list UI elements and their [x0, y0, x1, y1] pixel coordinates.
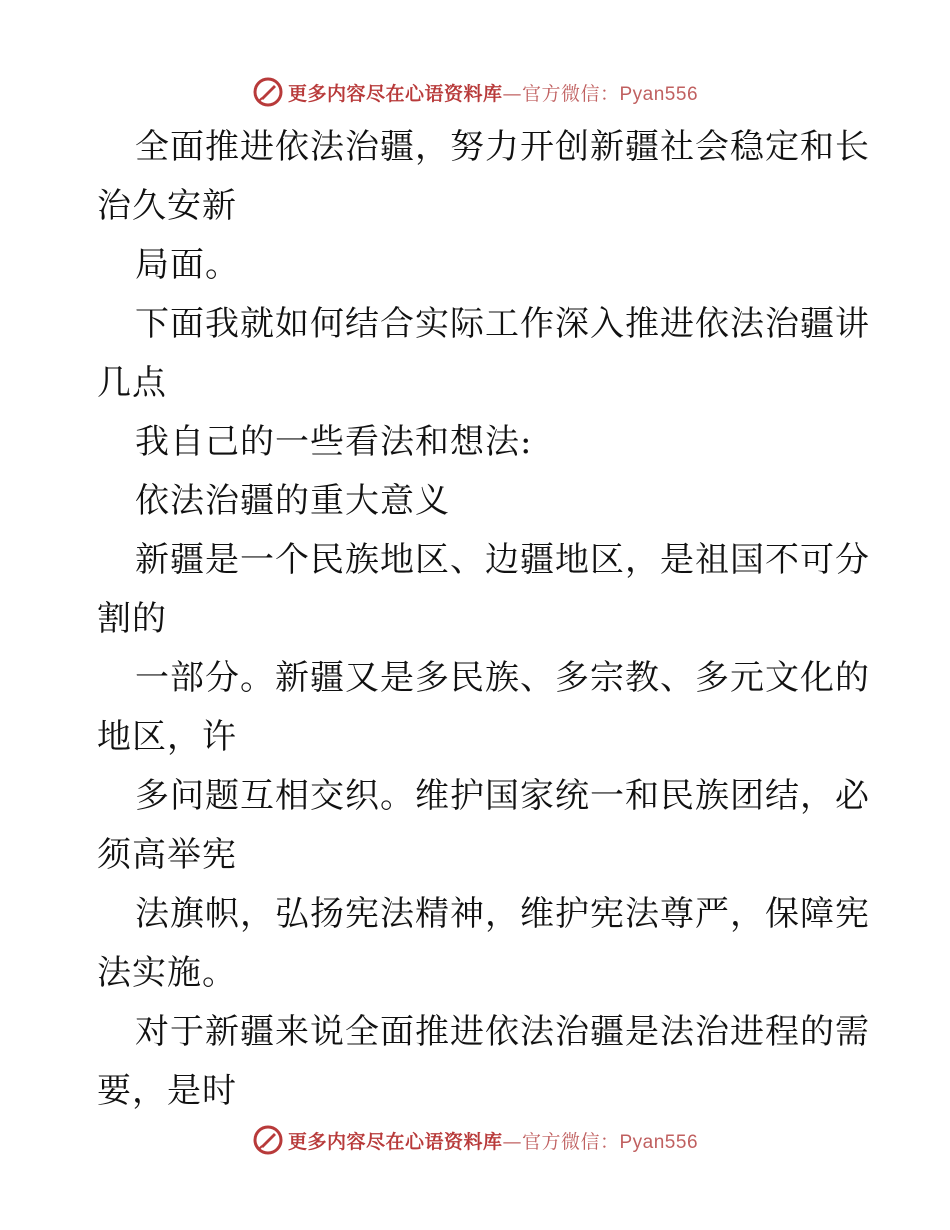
watermark-sub: 官方微信：: [521, 1130, 620, 1153]
watermark-dash: —: [502, 82, 522, 105]
text-line: 法实施。: [97, 953, 237, 993]
text-line: 多问题互相交织。维护国家统一和民族团结，必: [135, 776, 870, 816]
text-line: 法旗帜，弘扬宪法精神，维护宪法尊严，保障宪: [135, 894, 870, 934]
quill-logo-icon: [252, 76, 284, 108]
watermark-main: 更多内容尽在心语资料库: [287, 1130, 503, 1153]
text-line: 要，是时: [97, 1071, 237, 1111]
text-line: 治久安新: [97, 186, 237, 226]
header-watermark: [0, 72, 950, 112]
text-line: 新疆是一个民族地区、边疆地区，是祖国不可分: [135, 540, 870, 580]
text-line: 一部分。新疆又是多民族、多宗教、多元文化的: [135, 658, 870, 698]
watermark-wechat-id: Pyan556: [619, 1131, 699, 1153]
section-heading: 依法治疆的重大意义: [135, 481, 450, 521]
quill-logo-icon: [252, 1124, 284, 1156]
watermark-text: [288, 1127, 698, 1154]
watermark-dash: —: [502, 1130, 522, 1153]
text-line: 割的: [97, 599, 167, 639]
text-line: 局面。: [135, 245, 240, 285]
text-line: 我自己的一些看法和想法:: [135, 422, 533, 462]
document-body: [97, 118, 870, 1121]
footer-watermark: [0, 1120, 950, 1160]
text-line: 下面我就如何结合实际工作深入推进依法治疆讲: [135, 304, 870, 344]
watermark-wechat-id: Pyan556: [619, 83, 699, 105]
watermark-text: [288, 79, 698, 106]
text-line: 须高举宪: [97, 835, 237, 875]
text-line: 地区，许: [97, 717, 237, 757]
watermark-main: 更多内容尽在心语资料库: [287, 82, 503, 105]
text-line: 全面推进依法治疆，努力开创新疆社会稳定和长: [135, 127, 870, 167]
text-line: 对于新疆来说全面推进依法治疆是法治进程的需: [135, 1012, 870, 1052]
text-line: 几点: [97, 363, 167, 403]
watermark-sub: 官方微信：: [521, 82, 620, 105]
